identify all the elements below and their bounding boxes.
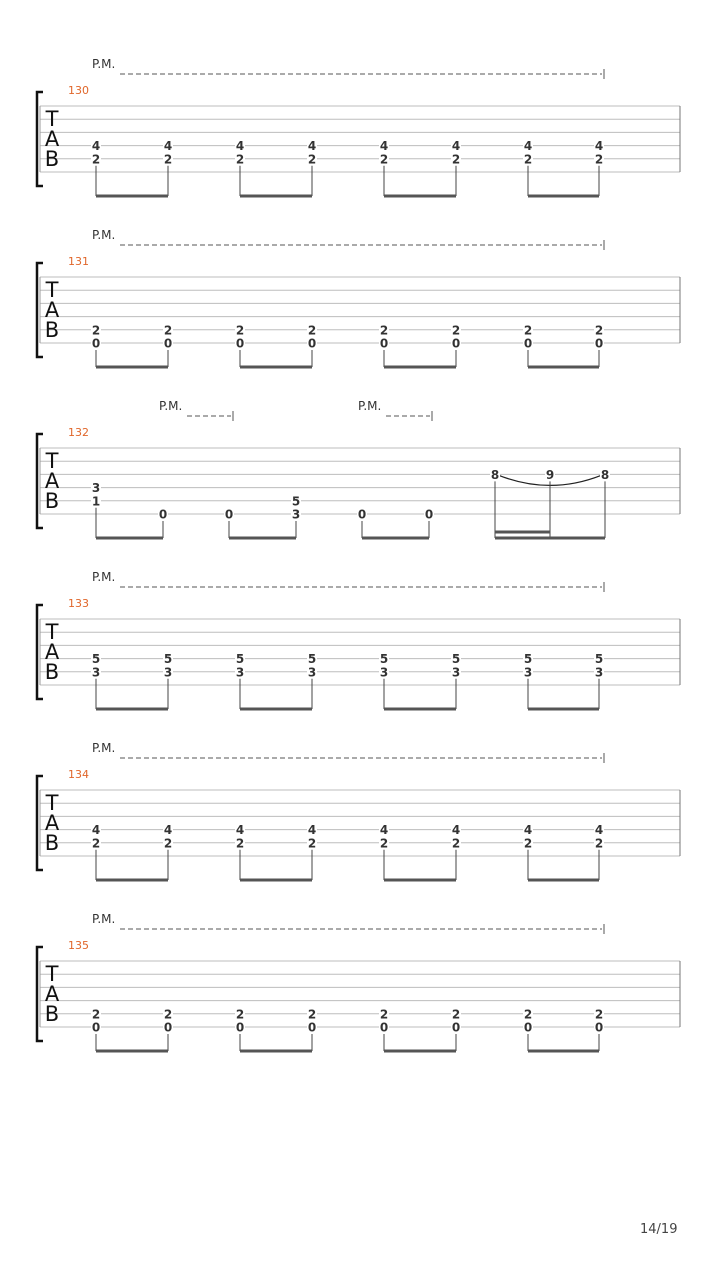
palm-mute-label: P.M. (358, 399, 382, 413)
fret-number: 3 (91, 665, 101, 680)
fret-number: 4 (163, 823, 173, 838)
fret-number: 2 (307, 323, 317, 338)
fret-number: 4 (594, 823, 604, 838)
tab-letter-t: T (45, 791, 59, 815)
fret-number: 4 (307, 139, 317, 154)
fret-number: 0 (357, 507, 367, 522)
measure-number: 135 (68, 939, 89, 952)
tab-letter-b: B (44, 318, 60, 342)
fret-number: 8 (490, 467, 500, 482)
fret-number: 5 (451, 652, 461, 667)
fret-number: 0 (379, 1020, 389, 1035)
fret-number: 0 (235, 1020, 245, 1035)
tab-letter-b: B (44, 660, 60, 684)
fret-number: 2 (523, 1007, 533, 1022)
fret-number: 0 (594, 336, 604, 351)
fret-number: 2 (91, 836, 101, 851)
fret-number: 0 (224, 507, 234, 522)
fret-number: 2 (451, 152, 461, 167)
fret-number: 0 (235, 336, 245, 351)
tab-letter-a: A (44, 469, 60, 493)
fret-number: 3 (523, 665, 533, 680)
measure-number: 132 (68, 426, 89, 439)
fret-number: 0 (594, 1020, 604, 1035)
fret-number: 2 (379, 836, 389, 851)
tab-letter-b: B (44, 489, 60, 513)
tab-letter-t: T (45, 620, 59, 644)
palm-mute-label: P.M. (92, 741, 116, 755)
fret-number: 2 (163, 1007, 173, 1022)
fret-number: 3 (307, 665, 317, 680)
fret-number: 2 (235, 836, 245, 851)
fret-number: 2 (523, 836, 533, 851)
fret-number: 2 (594, 836, 604, 851)
tab-letter-a: A (44, 982, 60, 1006)
tab-letter-a: A (44, 127, 60, 151)
fret-number: 0 (91, 336, 101, 351)
fret-number: 9 (545, 467, 555, 482)
fret-number: 2 (163, 836, 173, 851)
tab-letter-a: A (44, 811, 60, 835)
fret-number: 2 (235, 323, 245, 338)
fret-number: 4 (451, 823, 461, 838)
fret-number: 1 (91, 494, 101, 509)
fret-number: 2 (91, 152, 101, 167)
fret-number: 2 (451, 836, 461, 851)
fret-number: 2 (91, 1007, 101, 1022)
fret-number: 4 (91, 823, 101, 838)
fret-number: 5 (291, 494, 301, 509)
fret-number: 4 (235, 139, 245, 154)
fret-number: 5 (163, 652, 173, 667)
fret-number: 3 (594, 665, 604, 680)
palm-mute-label: P.M. (92, 912, 116, 926)
fret-number: 5 (523, 652, 533, 667)
tab-system (37, 741, 680, 880)
fret-number: 2 (379, 323, 389, 338)
measure-number: 131 (68, 255, 89, 268)
measure-number: 130 (68, 84, 89, 97)
fret-number: 4 (379, 139, 389, 154)
fret-number: 2 (594, 323, 604, 338)
fret-number: 2 (163, 152, 173, 167)
fret-number: 4 (235, 823, 245, 838)
tab-system (37, 912, 680, 1051)
fret-number: 2 (163, 323, 173, 338)
palm-mute-label: P.M. (92, 228, 116, 242)
tab-system (37, 57, 680, 196)
fret-number: 0 (523, 336, 533, 351)
tab-letter-b: B (44, 1002, 60, 1026)
fret-number: 4 (523, 139, 533, 154)
fret-number: 8 (600, 467, 610, 482)
fret-number: 4 (523, 823, 533, 838)
fret-number: 5 (594, 652, 604, 667)
fret-number: 2 (451, 323, 461, 338)
measure-number: 134 (68, 768, 89, 781)
palm-mute-label: P.M. (92, 570, 116, 584)
fret-number: 2 (379, 1007, 389, 1022)
fret-number: 2 (307, 152, 317, 167)
fret-number: 4 (451, 139, 461, 154)
tab-letter-a: A (44, 298, 60, 322)
tab-letter-b: B (44, 147, 60, 171)
tab-letter-t: T (45, 449, 59, 473)
fret-number: 0 (379, 336, 389, 351)
fret-number: 0 (307, 336, 317, 351)
fret-number: 5 (307, 652, 317, 667)
fret-number: 2 (451, 1007, 461, 1022)
fret-number: 2 (307, 1007, 317, 1022)
tab-letter-t: T (45, 962, 59, 986)
fret-number: 2 (235, 152, 245, 167)
tab-system (37, 228, 680, 367)
fret-number: 0 (163, 336, 173, 351)
tab-letter-a: A (44, 640, 60, 664)
fret-number: 3 (163, 665, 173, 680)
fret-number: 2 (91, 323, 101, 338)
tab-system (37, 570, 680, 709)
tab-letter-t: T (45, 107, 59, 131)
fret-number: 0 (424, 507, 434, 522)
fret-number: 5 (379, 652, 389, 667)
fret-number: 0 (523, 1020, 533, 1035)
fret-number: 3 (235, 665, 245, 680)
fret-number: 2 (523, 323, 533, 338)
fret-number: 0 (451, 1020, 461, 1035)
fret-number: 4 (91, 139, 101, 154)
fret-number: 4 (307, 823, 317, 838)
fret-number: 2 (594, 152, 604, 167)
palm-mute-label: P.M. (159, 399, 183, 413)
page-number: 14/19 (640, 1222, 678, 1237)
fret-number: 0 (451, 336, 461, 351)
fret-number: 4 (163, 139, 173, 154)
fret-number: 3 (451, 665, 461, 680)
fret-number: 2 (379, 152, 389, 167)
fret-number: 4 (379, 823, 389, 838)
fret-number: 4 (594, 139, 604, 154)
fret-number: 5 (91, 652, 101, 667)
fret-number: 2 (307, 836, 317, 851)
fret-number: 0 (163, 1020, 173, 1035)
fret-number: 2 (523, 152, 533, 167)
fret-number: 3 (379, 665, 389, 680)
tab-system (37, 399, 680, 538)
fret-number: 0 (158, 507, 168, 522)
fret-number: 2 (235, 1007, 245, 1022)
fret-number: 0 (307, 1020, 317, 1035)
fret-number: 0 (91, 1020, 101, 1035)
fret-number: 3 (291, 507, 301, 522)
fret-number: 2 (594, 1007, 604, 1022)
tab-letter-t: T (45, 278, 59, 302)
measure-number: 133 (68, 597, 89, 610)
tab-letter-b: B (44, 831, 60, 855)
fret-number: 5 (235, 652, 245, 667)
fret-number: 3 (91, 481, 101, 496)
palm-mute-label: P.M. (92, 57, 116, 71)
